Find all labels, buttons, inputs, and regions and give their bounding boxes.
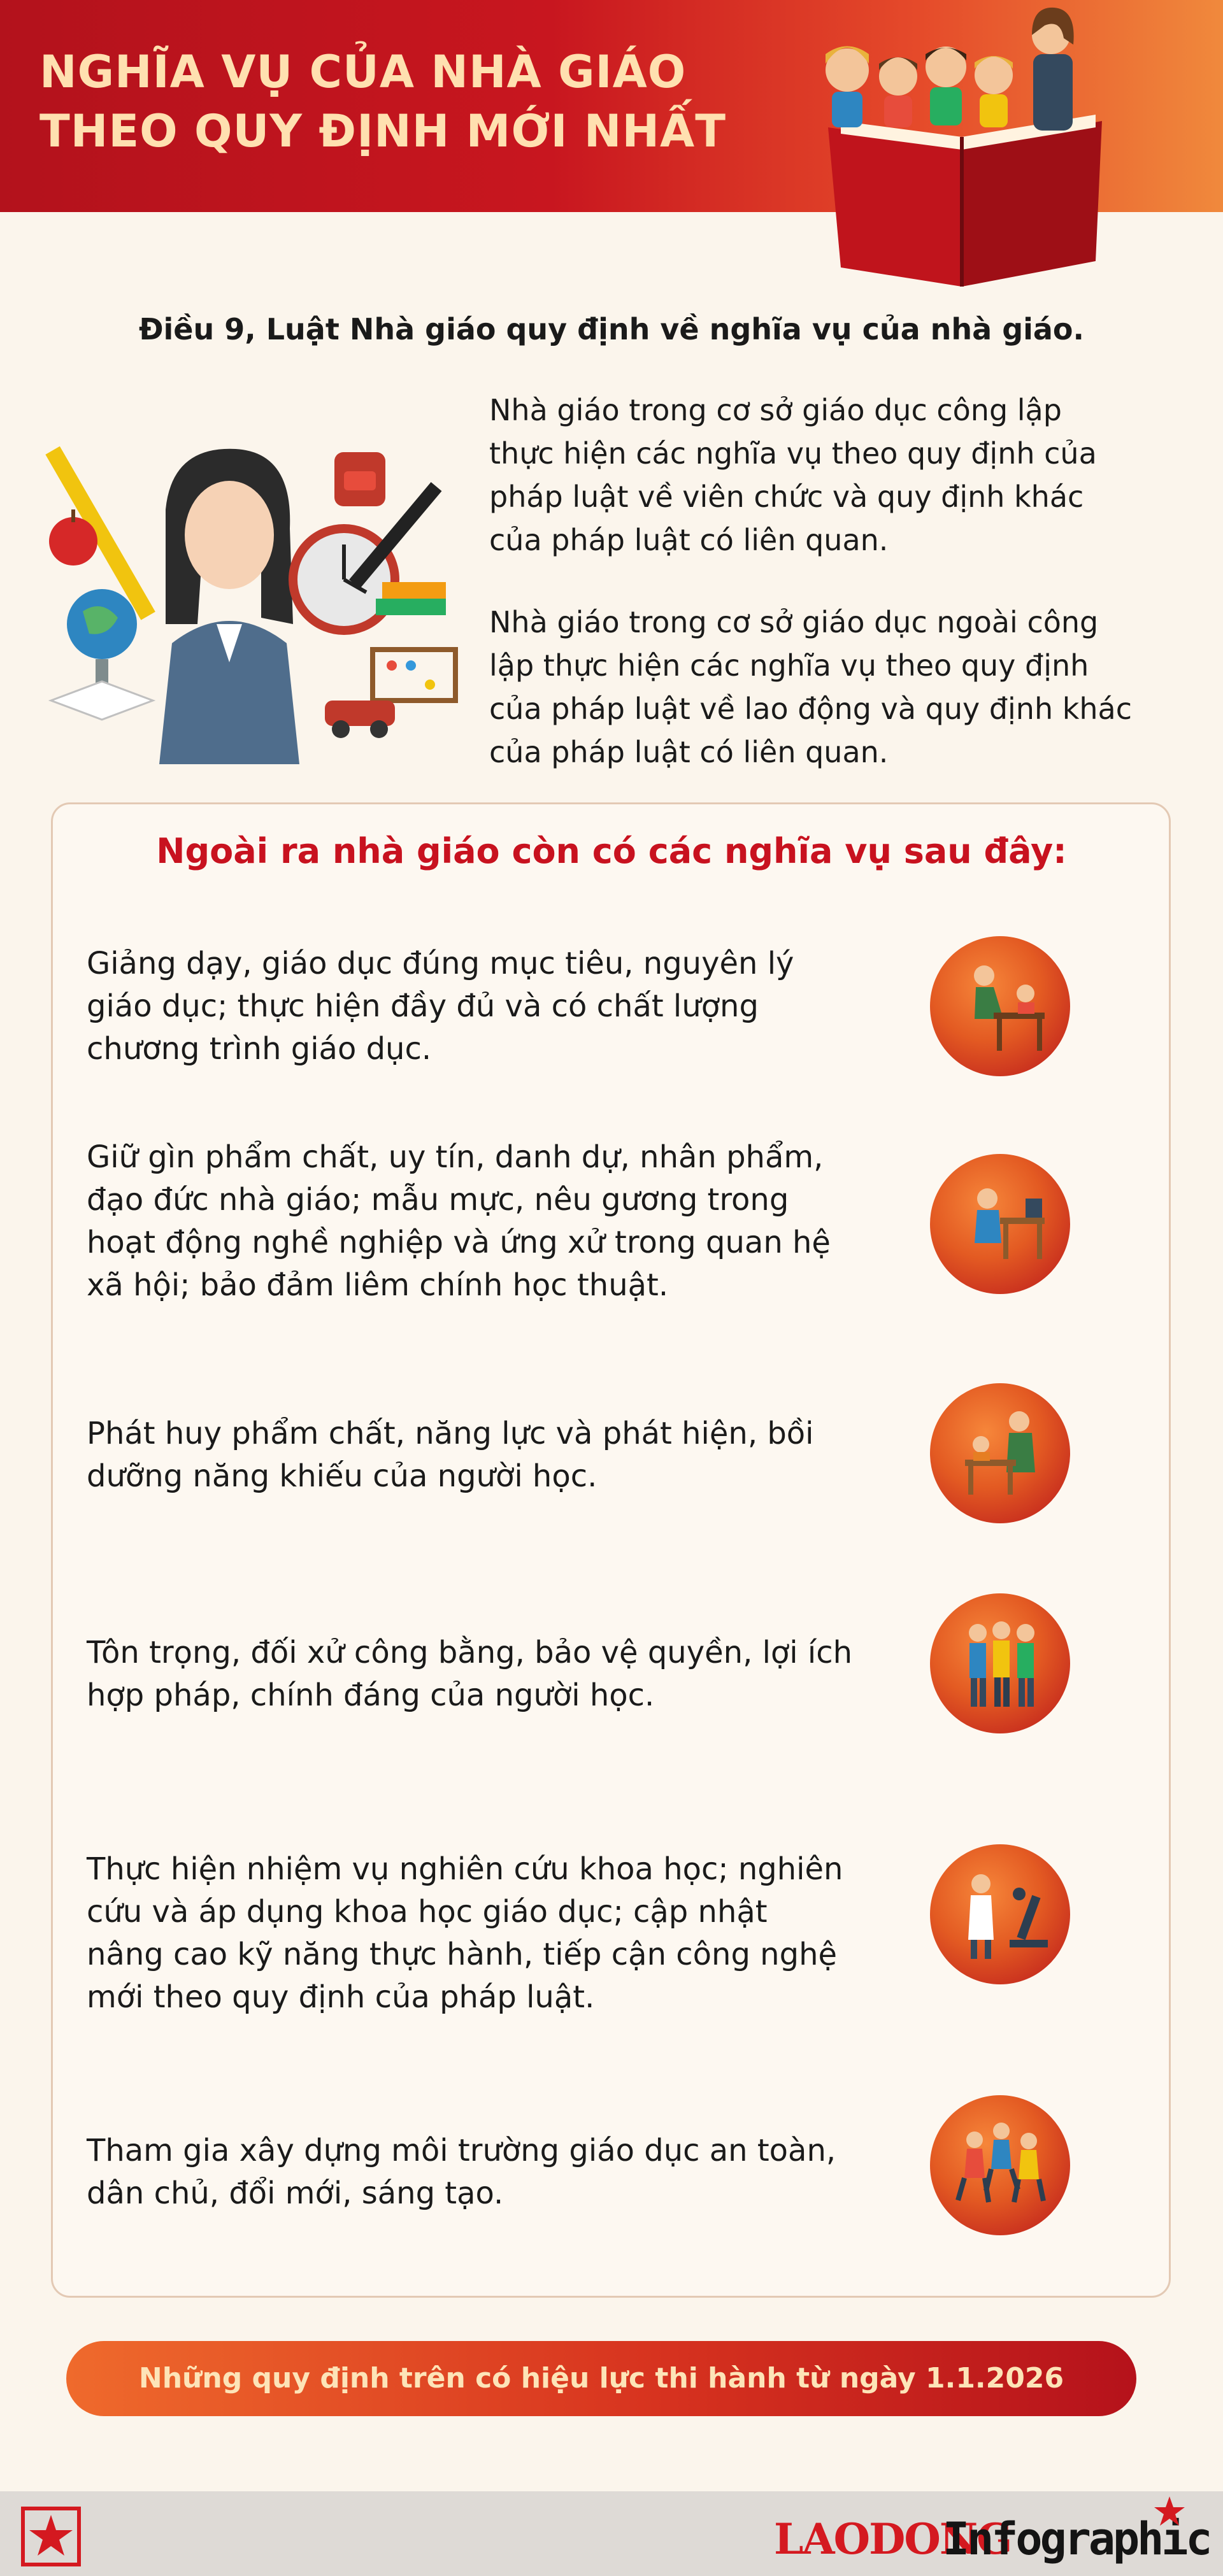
students-group-icon (930, 1593, 1070, 1733)
text-line: mới theo quy định của pháp luật. (87, 1979, 595, 2015)
teacher-helping-student-icon (930, 936, 1070, 1076)
intro-title: Điều 9, Luật Nhà giáo quy định về nghĩa vụ của nhà giáo. (138, 312, 1085, 346)
obligation-item (87, 1632, 870, 1717)
text-line: của pháp luật về lao động và quy định khác (489, 692, 1133, 726)
text-line: của pháp luật có liên quan. (489, 735, 889, 769)
text-line: cứu và áp dụng khoa học giáo dục; cập nhật (87, 1894, 768, 1930)
text-line: dưỡng năng khiếu của người học. (87, 1458, 597, 1494)
brand-infographic: Infographic (943, 2513, 1210, 2565)
text-line: pháp luật về viên chức và quy định khác (489, 480, 1084, 514)
header-title-line1: NGHĨA VỤ CỦA NHÀ GIÁO (39, 46, 687, 98)
brand-laodong: LAODONG (774, 2514, 1012, 2564)
text-line: Phát huy phẩm chất, năng lực và phát hiện, bồi (87, 1416, 814, 1451)
text-line: hợp pháp, chính đáng của người học. (87, 1677, 655, 1713)
text-line: nâng cao kỹ năng thực hành, tiếp cận công nghệ (87, 1937, 838, 1972)
text-line: Giảng dạy, giáo dục đúng mục tiêu, nguyên lý (87, 946, 794, 981)
obligation-item (87, 943, 870, 1071)
text-line: xã hội; bảo đảm liêm chính học thuật. (87, 1267, 669, 1303)
obligations-title: Ngoài ra nhà giáo còn có các nghĩa vụ sau đây: (156, 831, 1067, 871)
brand-star-icon (1153, 2495, 1186, 2528)
obligation-item (87, 1848, 870, 2019)
text-line: chương trình giáo dục. (87, 1031, 432, 1067)
text-line: Tôn trọng, đối xử công bằng, bảo vệ quyền, lợi ích (87, 1635, 853, 1670)
effective-date-banner: Những quy định trên có hiệu lực thi hành từ ngày 1.1.2026 (66, 2341, 1136, 2416)
intro-paragraph-private (489, 601, 1177, 774)
text-line: của pháp luật có liên quan. (489, 523, 889, 557)
text-line: Giữ gìn phẩm chất, uy tín, danh dự, nhân phẩm, (87, 1139, 824, 1175)
text-line: Tham gia xây dựng môi trường giáo dục an toàn, (87, 2133, 836, 2168)
header-title-line2: THEO QUY ĐỊNH MỚI NHẤT (39, 105, 726, 157)
mentoring-student-icon (930, 1383, 1070, 1523)
text-line: thực hiện các nghĩa vụ theo quy định của (489, 436, 1097, 471)
text-line: Nhà giáo trong cơ sở giáo dục ngoài công (489, 605, 1099, 639)
obligation-item (87, 1136, 870, 1307)
star-logo-icon (20, 2506, 82, 2567)
obligation-item (87, 1413, 870, 1498)
text-line: giáo dục; thực hiện đầy đủ và có chất lượng (87, 988, 759, 1024)
teacher-at-desk-icon (930, 1154, 1070, 1294)
teacher-with-school-supplies-illustration (45, 433, 459, 764)
text-line: lập thực hiện các nghĩa vụ theo quy định (489, 648, 1089, 683)
children-on-book-illustration (803, 0, 1134, 299)
intro-paragraph-public (489, 388, 1177, 562)
obligation-item (87, 2130, 870, 2215)
text-line: Nhà giáo trong cơ sở giáo dục công lập (489, 393, 1062, 427)
scientist-microscope-icon (930, 1844, 1070, 1984)
text-line: đạo đức nhà giáo; mẫu mực, nêu gương trong (87, 1182, 789, 1218)
text-line: hoạt động nghề nghiệp và ứng xử trong quan hệ (87, 1225, 831, 1260)
text-line: Thực hiện nhiệm vụ nghiên cứu khoa học; nghiên (87, 1851, 843, 1887)
text-line: dân chủ, đổi mới, sáng tạo. (87, 2175, 504, 2211)
jumping-students-icon (930, 2095, 1070, 2235)
